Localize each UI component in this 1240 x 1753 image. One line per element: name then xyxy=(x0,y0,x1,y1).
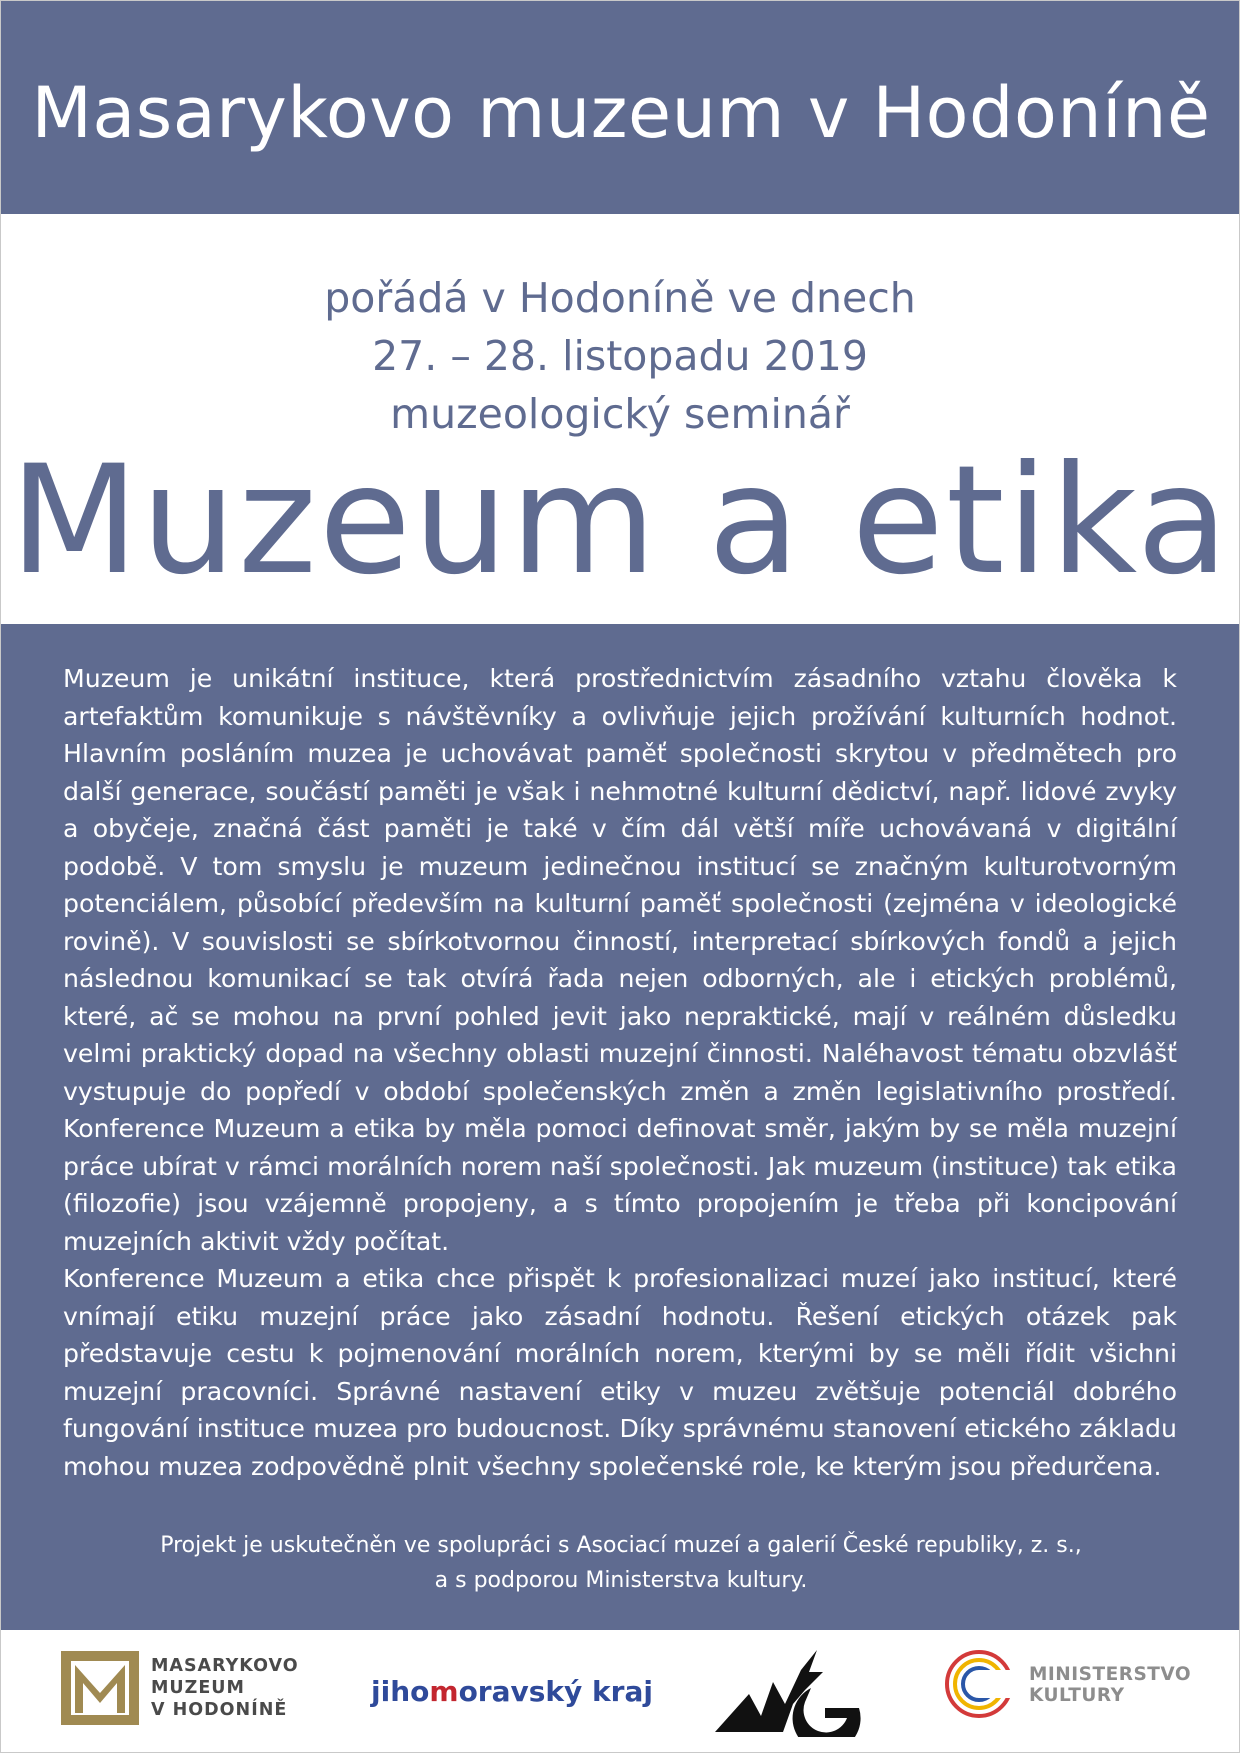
header-band xyxy=(1,1,1240,214)
logo-strip xyxy=(1,1630,1240,1753)
description-paragraph: Konference Muzeum a etika chce přispět k profesionalizaci muzeí jako institucí, které vnímají etiku muzejní práce jako zásadní hodnotu. Řešení etických otázek pak představuje cestu k pojmenování morálních norem, kterými by se měli řídit všichni muzejní pracovníci. Správné nastavení etiky v muzeu zvětšuje potenciál dobrého fungování instituce muzea pro budoucnost. Díky správnému stanovení etického základu mohou muzea zodpovědně plnit všechny společenské role, ke kterým jsou předurčena. xyxy=(63,1264,1177,1481)
ministry-name-line: MINISTERSTVO xyxy=(1029,1664,1192,1685)
project-note-line: Projekt je uskutečněn ve spolupráci s Asociací muzeí a galerií České republiky, z. s., xyxy=(160,1533,1082,1558)
region-text: jiho xyxy=(371,1675,430,1708)
museum-name-line: MUZEUM xyxy=(151,1678,245,1698)
description-band xyxy=(1,624,1240,1630)
organizer-title: Masarykovo muzeum v Hodoníně xyxy=(31,72,1211,154)
event-type: muzeologický seminář xyxy=(390,390,850,438)
amg-emblem-icon xyxy=(713,1642,863,1737)
ministry-emblem-icon xyxy=(939,1642,1019,1722)
intro-line: pořádá v Hodoníně ve dnech xyxy=(324,274,916,322)
museum-name xyxy=(151,1655,299,1721)
amg-logo xyxy=(713,1642,863,1741)
project-note xyxy=(1,1528,1240,1598)
museum-name-line: MASARYKOVO xyxy=(151,1656,299,1676)
project-note-line: a s podporou Ministerstva kultury. xyxy=(434,1568,808,1593)
description-paragraph: Muzeum je unikátní instituce, která prostřednictvím zásadního vztahu člověka k artefaktům komunikuje s návštěvníky a ovlivňuje jejich prožívání kulturních hodnot. Hlavním posláním muzea je uchovávat paměť společnosti skrytou v předmětech pro další generace, součástí paměti je však i nehmotné kulturní dědictví, např. lidové zvyky a obyčeje, značná část paměti je také v čím dál větší míře uchovávaná v digitální podobě. V tom smyslu je muzeum jedinečnou institucí se značným kulturotvorným potenciálem, působící především na kulturní paměť společnosti (zejména v ideologické rovině). V souvislosti se sbírkotvornou činností, interpretací sbírkových fondů a jejich následnou komunikací se tak otvírá řada nejen odborných, ale i etických problémů, které, ač se mohou na první pohled jevit jako nepraktické, mají v reálném důsledku velmi praktický dopad na všechny oblasti muzejní činnosti. Naléhavost tématu obzvlášť vystupuje do popředí v období společenských změn a změn legislativního prostředí. Konference Muzeum a etika by měla pomoci definovat směr, jakým by se měla muzejní práce ubírat v rámci morálních norem naší společnosti. Jak muzeum (instituce) tak etika (filozofie) jsou vzájemně propojeny, a s tímto propojením je třeba při koncipování muzejních aktivit vždy počítat. xyxy=(63,664,1177,1256)
description-text xyxy=(63,660,1177,1485)
ministry-name xyxy=(1029,1664,1191,1706)
museum-name-line: V HODONÍNĚ xyxy=(151,1700,288,1720)
region-text-accent: m xyxy=(429,1675,459,1708)
event-intro xyxy=(1,269,1239,443)
seminar-title: Muzeum a etika xyxy=(9,434,1231,608)
ministry-name-line: KULTURY xyxy=(1029,1685,1125,1706)
south-moravian-region-logo xyxy=(371,1675,653,1708)
event-dates: 27. – 28. listopadu 2019 xyxy=(372,332,868,380)
masaryk-museum-logo xyxy=(61,1649,299,1733)
region-text: oravský kraj xyxy=(458,1675,653,1708)
ministry-of-culture-logo xyxy=(939,1642,1192,1726)
museum-monogram-icon xyxy=(61,1649,141,1729)
